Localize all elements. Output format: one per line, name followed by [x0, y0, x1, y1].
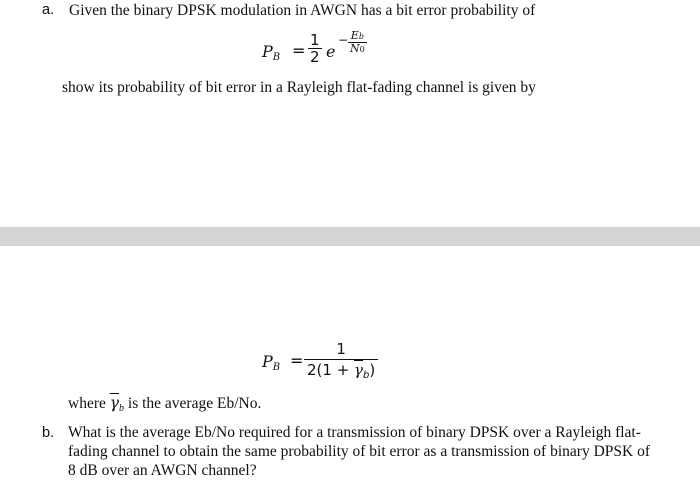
formula2-fraction: $\frac{1}{2(1 + \overline{\gamma}_b)}$ [304, 340, 378, 386]
part-b-line-1: What is the average Eb/No required for a transmission of binary DPSK over a Rayleigh flat- [68, 424, 641, 441]
formula1-exponential-base: e [326, 42, 336, 61]
where-definition-text: where $\overline{\gamma}_b$ is the average Eb/No. [68, 394, 262, 414]
part-b-marker: b. [42, 425, 55, 441]
formula1-exponent-sign: − [338, 33, 349, 47]
gamma-bar-symbol: $\overline{\gamma}$ [109, 394, 120, 412]
section-divider-band [0, 227, 700, 246]
part-a-intro-text: Given the binary DPSK modulation in AWGN has a bit error probability of [69, 2, 536, 19]
part-b-line-3: 8 dB over an AWGN channel? [68, 462, 257, 479]
part-a-marker: a. [42, 2, 55, 18]
formula1-fraction-half: $\frac{1}{2}$ [310, 31, 320, 66]
formula1-lhs: $P_B$ [262, 42, 281, 63]
part-b-line-2: fading channel to obtain the same probability of bit error as a transmission of binary DPSK of [68, 443, 650, 460]
formula1-exponent-fraction: $\frac{Eb}{N0}$ [350, 29, 365, 55]
formula2-lhs: $P_B$ [262, 352, 281, 373]
formula2-equals: = [290, 351, 304, 370]
part-a-show-text: show its probability of bit error in a Rayleigh flat-fading channel is given by [62, 79, 536, 96]
formula1-equals: = [292, 41, 306, 60]
